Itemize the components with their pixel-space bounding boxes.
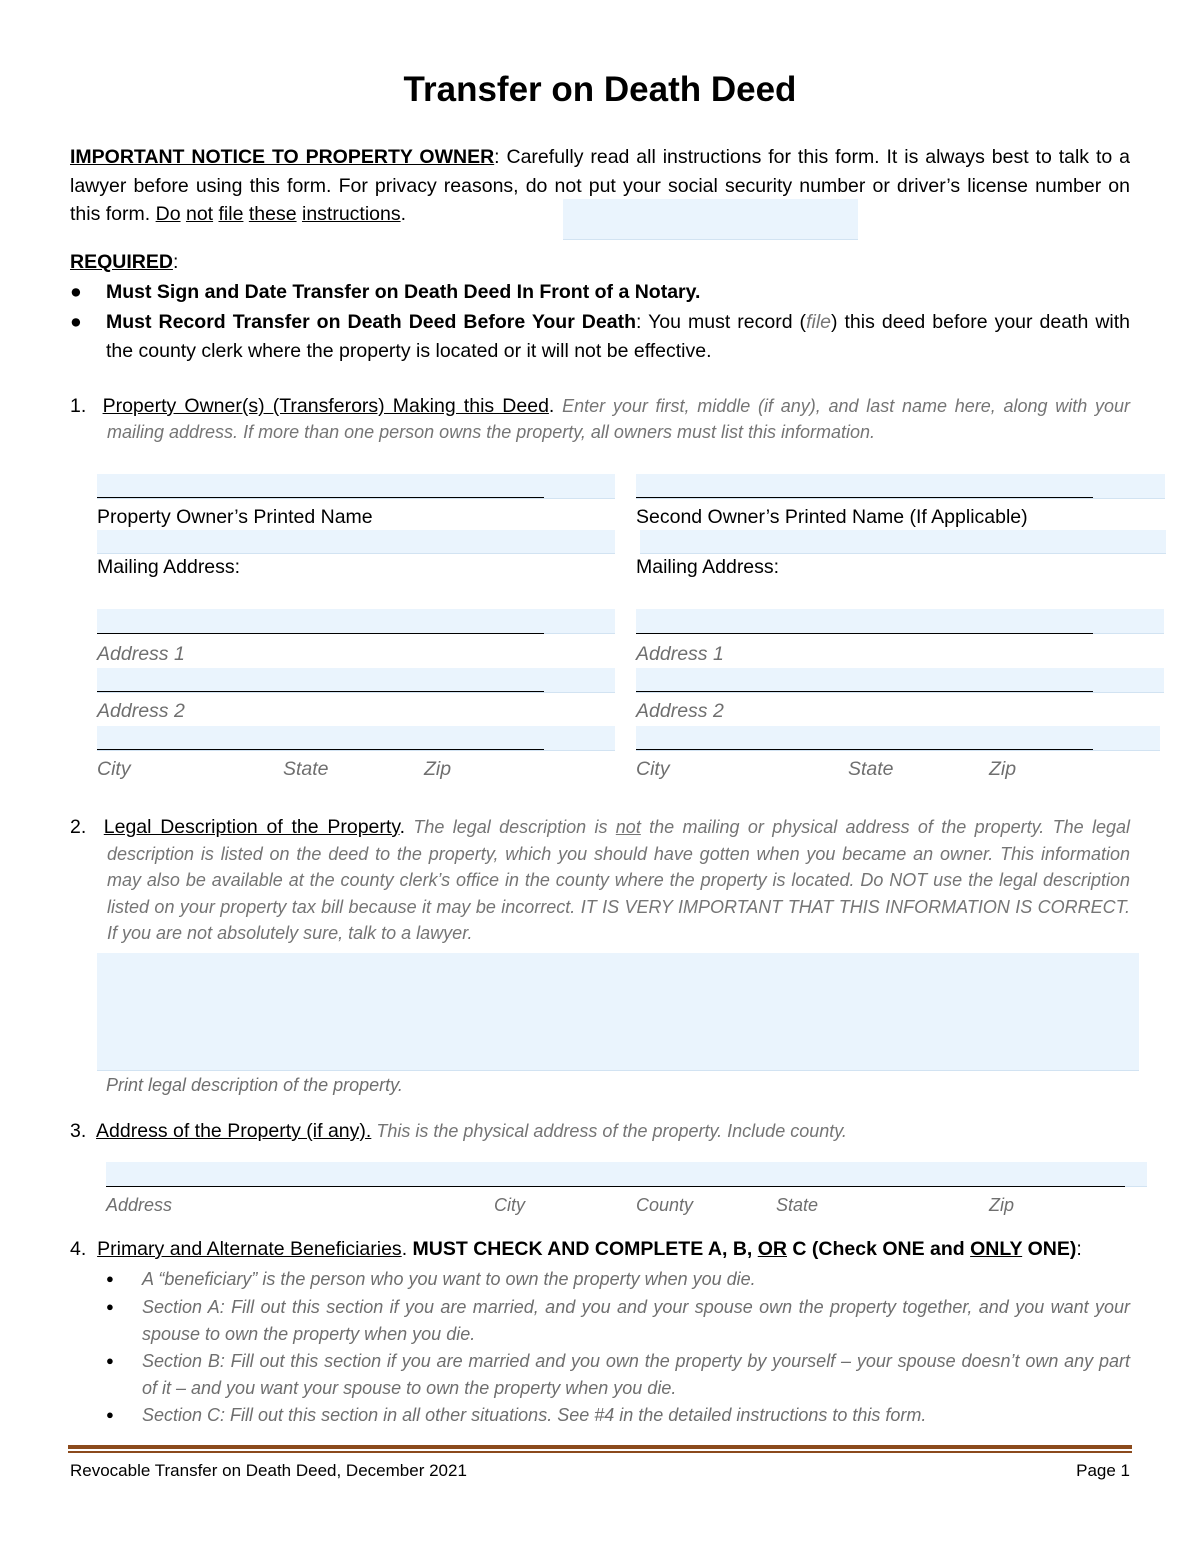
section-4-period: . [401,1238,408,1260]
owner2-address1-field[interactable] [636,609,1164,634]
section-3-number: 3. [70,1120,87,1142]
section-4-number: 4. [70,1238,87,1260]
required-item-1-text: Must Sign and Date Transfer on Death Deed In Front of a Notary. [106,281,701,303]
owner1-state-label: State [283,758,329,780]
required-item-2-text [106,308,1130,365]
notice-period: . [400,203,407,225]
owner2-city-label: City [636,758,670,780]
property-city-label: City [494,1195,525,1215]
section-2-instr-a: The legal description is [405,817,616,837]
bullet-icon: ● [106,1271,114,1286]
required-item-2 [70,308,1130,365]
property-address-line [106,1186,1125,1187]
owner1-address2-field[interactable] [97,668,615,693]
section-2-instr-not: not [615,817,641,837]
owner1-city-state-zip-field[interactable] [97,726,615,751]
legal-description-caption: Print legal description of the property. [106,1075,403,1095]
owner2-mailing-label: Mailing Address: [636,556,780,578]
notice-word-these: these [248,203,297,225]
owner1-address1-field[interactable] [97,609,615,634]
notice-colon: : [494,146,500,168]
bullet-icon: ● [70,311,82,333]
section-4-must-a: MUST CHECK AND COMPLETE A, B, [407,1238,758,1260]
owner1-address1-label: Address 1 [97,643,185,665]
owner1-name-label: Property Owner’s Printed Name [97,506,373,528]
required-heading-line [70,248,1130,277]
owner1-address1-line [97,633,544,634]
owner2-address2-line [636,691,1093,692]
bullet-icon: ● [70,281,82,303]
required-heading: REQUIRED [70,251,173,273]
owner1-mailing-field[interactable] [97,530,615,554]
section-2-period: . [399,816,406,838]
required-item-2-a: : You must record ( [636,311,807,333]
section-4-bullet-2-text: Section A: Fill out this section if you are married, and you and your spouse own the property together, and you want your spouse to own the property when you die. [142,1297,1130,1344]
required-item-2-file: file [806,311,831,333]
section-4-must-or: OR [757,1238,787,1260]
notice-word-instructions: instructions [301,203,401,225]
section-2-instr-b: the mailing or physical address of the property. The legal description is listed on the deed to the property, which you should have gotten when you became an owner. This information may also be available at the county clerk’s office in the county where the property is located. Do NOT use the legal description listed on your property tax bill because it may be incorrect. IT IS VERY IMPORTANT THAT THIS INFORMATION IS CORRECT. If you are not absolutely sure, talk to a lawyer. [107,817,1131,943]
owner1-city-label: City [97,758,131,780]
owner1-name-field[interactable] [97,474,615,499]
property-address-label: Address [106,1195,173,1215]
owner1-mailing-label: Mailing Address: [97,556,241,578]
section-4-heading: Primary and Alternate Beneficiaries [97,1238,402,1260]
owner2-address2-label: Address 2 [636,700,724,722]
owner2-city-state-zip-field[interactable] [636,726,1160,751]
owner2-state-label: State [848,758,894,780]
footer-page-number: Page 1 [1076,1461,1130,1480]
section-4-bullet-1-text: A “beneficiary” is the person who you want to own the property when you die. [142,1269,756,1289]
required-item-2-b: ) this deed before your death with the county clerk where the property is located or it will not be effective. [106,311,1131,362]
section-4-bullet-4-text: Section C: Fill out this section in all other situations. See #4 in the detailed instructions to this form. [142,1405,927,1425]
section-4-bullet-3-text: Section B: Fill out this section if you are married and you own the property by yourself – your spouse doesn’t own any part of it – and you want your spouse to own the property when you die. [142,1351,1130,1398]
section-1-instructions: Enter your first, middle (if any), and last name here, along with your mailing address. If more than one person owns the property, all owners must list this information. [107,396,1131,442]
required-colon: : [172,251,179,273]
notice-word-not: not [185,203,214,225]
owner2-name-line [636,497,1093,498]
section-3-heading: Address of the Property (if any). [96,1120,372,1142]
notice-heading: IMPORTANT NOTICE TO PROPERTY OWNER [70,146,495,168]
owner2-address1-line [636,633,1093,634]
section-4-bullet-2 [106,1294,1130,1347]
owner2-address2-field[interactable] [636,668,1164,693]
owner1-name-line [97,497,544,498]
owner2-name-label: Second Owner’s Printed Name (If Applicable) [636,506,1028,528]
section-1-heading: Property Owner(s) (Transferors) Making this Deed [102,395,549,417]
footer-left: Revocable Transfer on Death Deed, December 2021 [70,1461,467,1480]
section-3-instructions: This is the physical address of the property. Include county. [371,1121,847,1141]
notice-word-file: file [218,203,244,225]
section-1-number: 1. [70,395,87,417]
required-item-1 [70,278,1130,307]
property-zip-label: Zip [989,1195,1015,1215]
bullet-icon: ● [106,1353,114,1368]
owner2-address1-label: Address 1 [636,643,724,665]
section-1-period: . [548,395,555,417]
owner2-zip-label: Zip [989,758,1017,780]
property-county-label: County [636,1195,694,1215]
owner2-city-line [636,749,1093,750]
legal-description-field[interactable] [97,953,1139,1071]
owner1-address2-line [97,691,544,692]
section-2-heading: Legal Description of the Property [103,816,400,838]
section-4-must-only: ONLY [970,1238,1023,1260]
section-2-header [70,814,1130,947]
section-4-bullet-3 [106,1348,1130,1401]
section-1-header [70,393,1130,445]
footer-rule-thin [68,1451,1132,1453]
property-address-field[interactable] [106,1162,1147,1187]
notice-initials-field[interactable] [563,199,858,240]
section-4-bullet-1 [106,1266,1130,1293]
owner1-city-line [97,749,544,750]
bullet-icon: ● [106,1299,114,1314]
page-title: Transfer on Death Deed [403,70,797,109]
section-2-number: 2. [70,816,87,838]
section-4-must-c: ONE) [1022,1238,1077,1260]
notice-text: Carefully read all instructions for this form. It is always best to talk to a lawyer before using this form. For privacy reasons, do not put your social security number or driver’s license number on this form. [70,146,1130,225]
owner1-zip-label: Zip [424,758,452,780]
section-4-bullet-4 [106,1402,1130,1429]
required-item-2-bold: Must Record Transfer on Death Deed Before Your Death [106,311,636,333]
property-state-label: State [776,1195,819,1215]
section-4-colon: : [1076,1238,1082,1260]
owner2-name-field[interactable] [636,474,1165,499]
footer-rule-thick [68,1445,1132,1449]
section-4-header [70,1238,1140,1261]
section-3-header [70,1120,1130,1143]
bullet-icon: ● [106,1407,114,1422]
owner2-mailing-field[interactable] [640,530,1166,554]
owner1-address2-label: Address 2 [97,700,185,722]
notice-word-do: Do [155,203,181,225]
section-4-must-b: C (Check ONE and [787,1238,971,1260]
